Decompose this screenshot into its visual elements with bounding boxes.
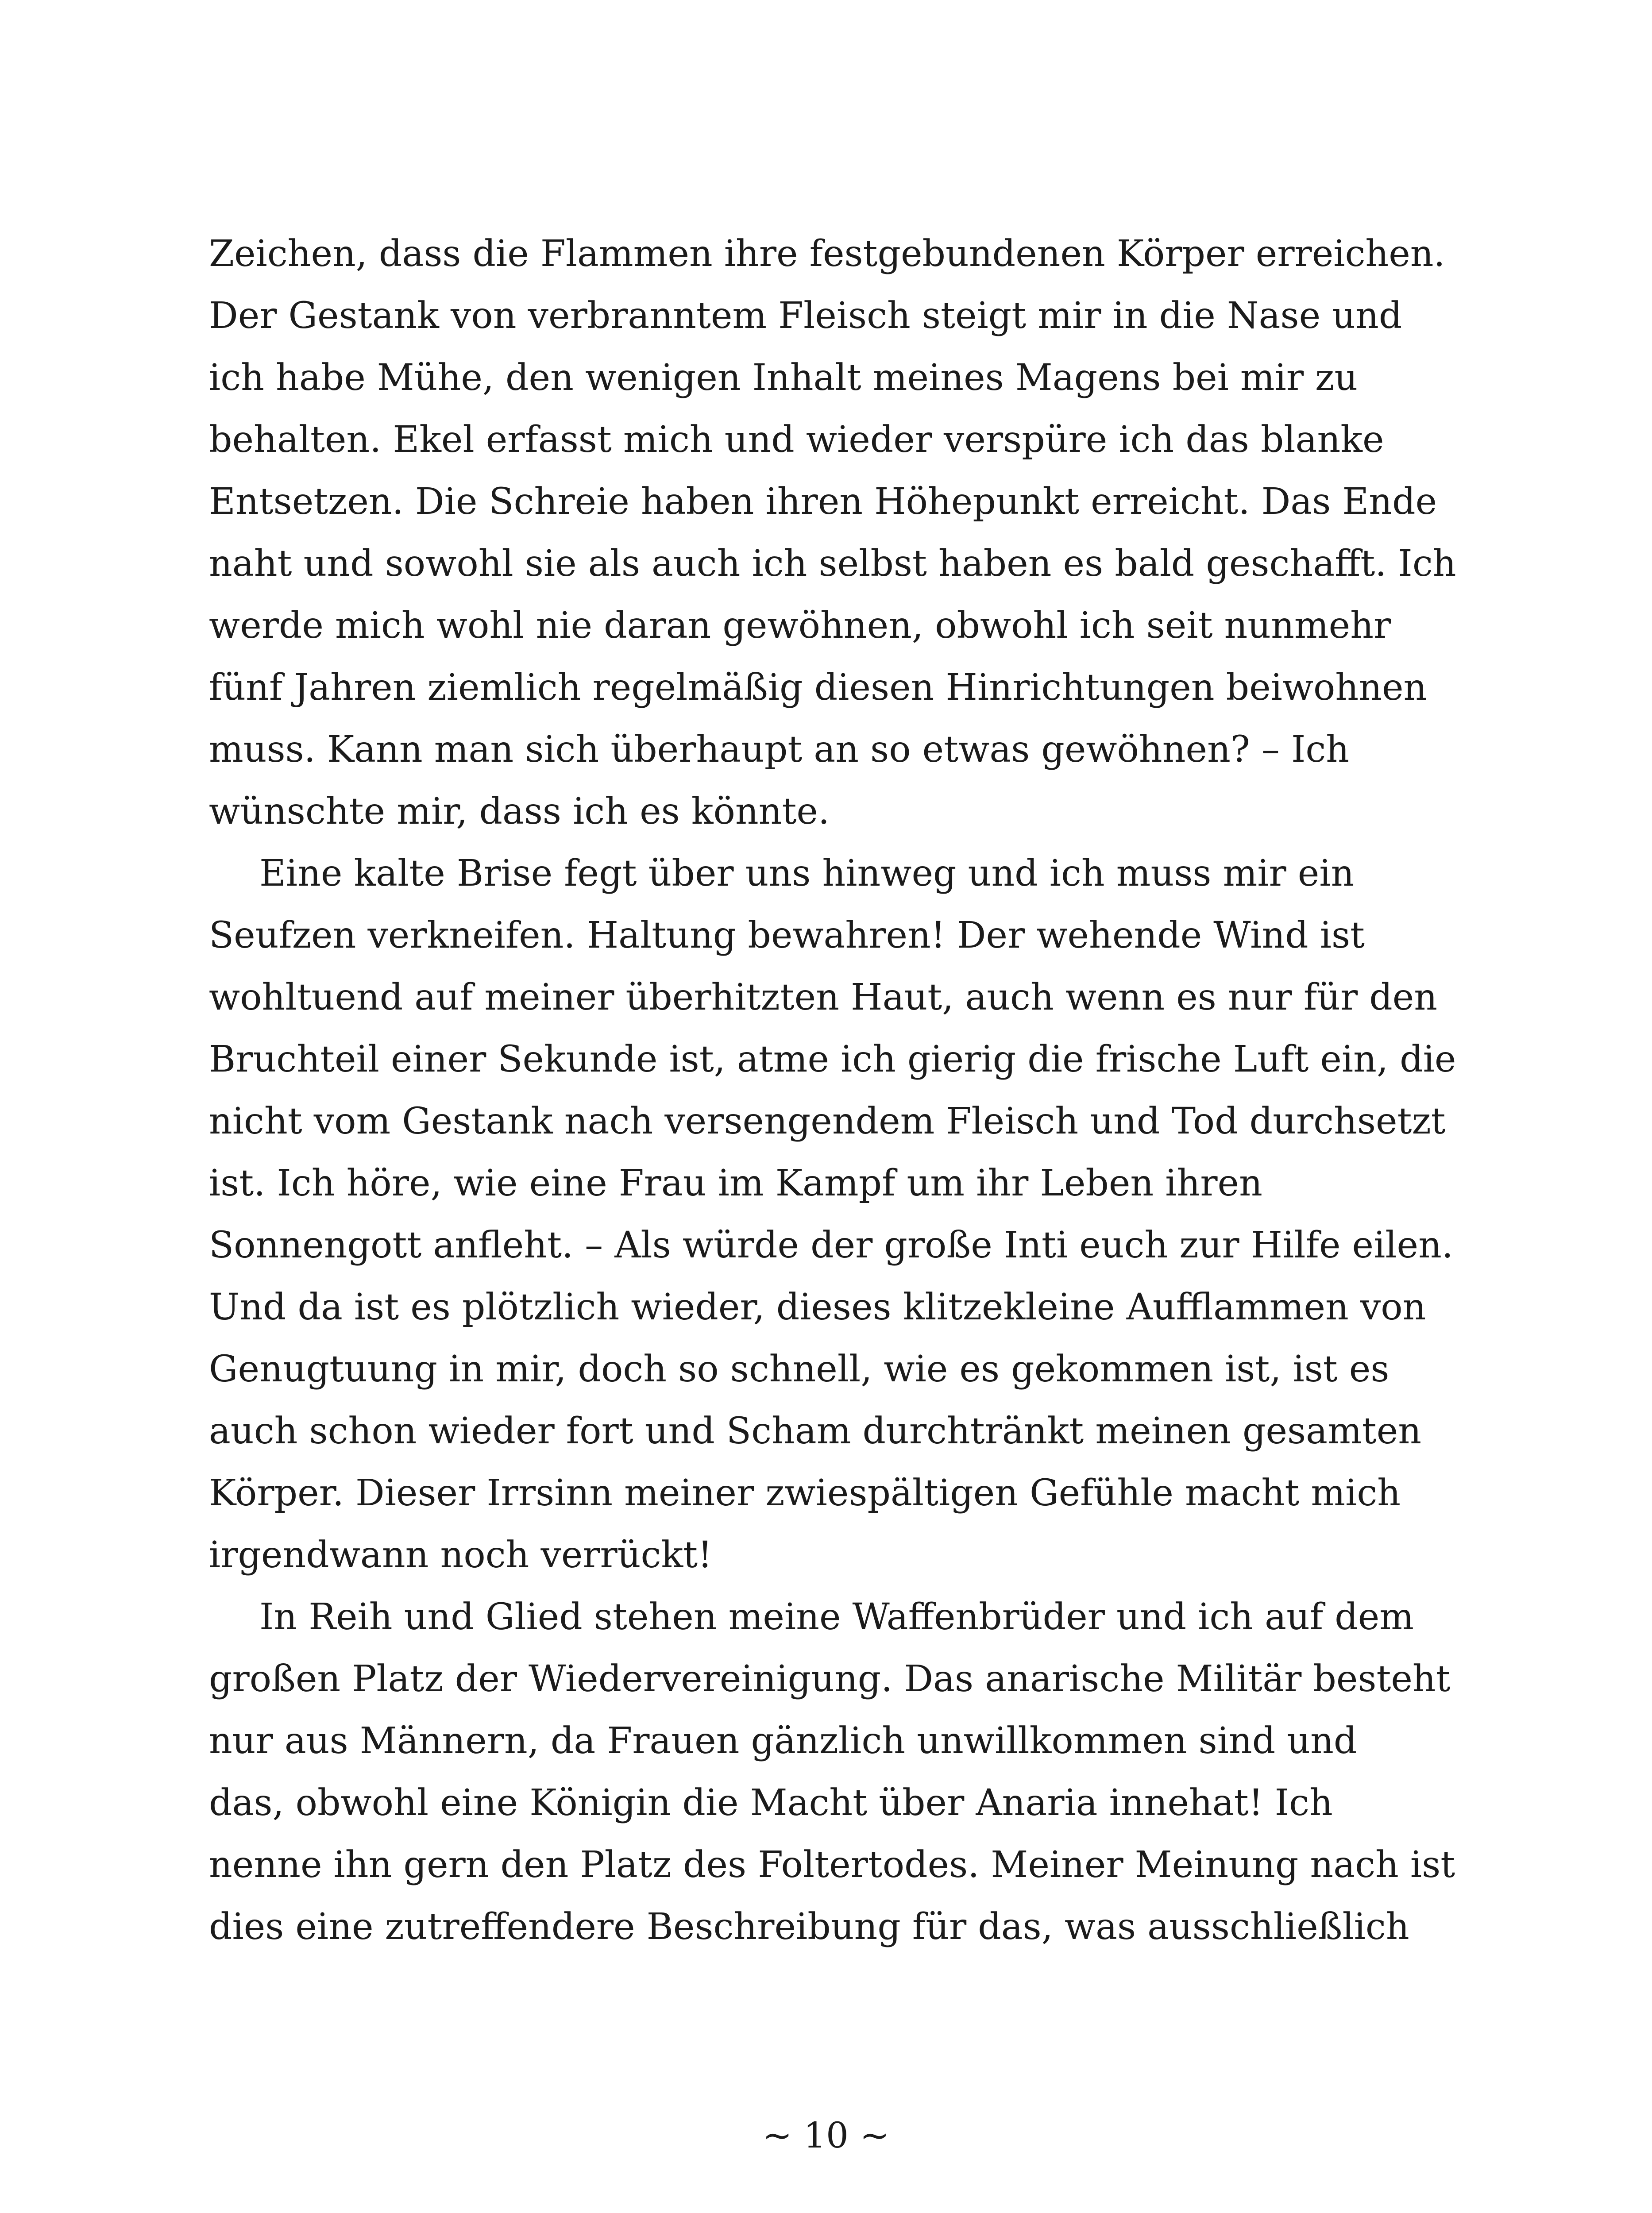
text-line: Sonnengott anfleht. – Als würde der große Inti euch zur Hilfe eilen. bbox=[209, 1224, 1453, 1266]
text-line: muss. Kann man sich überhaupt an so etwas gewöhnen? – Ich bbox=[209, 729, 1350, 771]
text-line: werde mich wohl nie daran gewöhnen, obwohl ich seit nunmehr bbox=[209, 605, 1391, 647]
text-line: fünf Jahren ziemlich regelmäßig diesen Hinrichtungen beiwohnen bbox=[209, 667, 1427, 709]
text-line: nenne ihn gern den Platz des Foltertodes. Meiner Meinung nach ist bbox=[209, 1844, 1455, 1886]
text-line: wohltuend auf meiner überhitzten Haut, auch wenn es nur für den bbox=[209, 976, 1438, 1018]
text-line: nur aus Männern, da Frauen gänzlich unwillkommen sind und bbox=[209, 1720, 1357, 1762]
text-line: Und da ist es plötzlich wieder, dieses klitzekleine Aufflammen von bbox=[209, 1286, 1426, 1328]
text-line: nicht vom Gestank nach versengendem Fleisch und Tod durchsetzt bbox=[209, 1100, 1446, 1142]
text-line: ich habe Mühe, den wenigen Inhalt meines Magens bei mir zu bbox=[209, 357, 1358, 399]
text-line: großen Platz der Wiedervereinigung. Das anarische Militär besteht bbox=[209, 1658, 1451, 1700]
text-line: auch schon wieder fort und Scham durchtränkt meinen gesamten bbox=[209, 1410, 1422, 1452]
text-line: behalten. Ekel erfasst mich und wieder verspüre ich das blanke bbox=[209, 419, 1384, 461]
text-line: das, obwohl eine Königin die Macht über Anaria innehat! Ich bbox=[209, 1782, 1333, 1824]
text-line: Bruchteil einer Sekunde ist, atme ich gierig die frische Luft ein, die bbox=[209, 1038, 1456, 1080]
text-line: Seufzen verkneifen. Haltung bewahren! Der wehende Wind ist bbox=[209, 914, 1365, 956]
text-line: Genugtuung in mir, doch so schnell, wie es gekommen ist, ist es bbox=[209, 1348, 1390, 1390]
body-text bbox=[209, 223, 1462, 1958]
text-line: In Reih und Glied stehen meine Waffenbrüder und ich auf dem bbox=[259, 1596, 1414, 1638]
text-line: Körper. Dieser Irrsinn meiner zwiespältigen Gefühle macht mich bbox=[209, 1472, 1401, 1514]
text-line: ist. Ich höre, wie eine Frau im Kampf um ihr Leben ihren bbox=[209, 1162, 1262, 1204]
page-number: ~ 10 ~ bbox=[762, 2115, 890, 2156]
text-line: Entsetzen. Die Schreie haben ihren Höhepunkt erreicht. Das Ende bbox=[209, 481, 1437, 523]
text-line: Eine kalte Brise fegt über uns hinweg und ich muss mir ein bbox=[259, 852, 1355, 894]
text-line: naht und sowohl sie als auch ich selbst haben es bald geschafft. Ich bbox=[209, 543, 1456, 585]
text-line: wünschte mir, dass ich es könnte. bbox=[209, 790, 830, 833]
text-line: Zeichen, dass die Flammen ihre festgebundenen Körper erreichen. bbox=[209, 233, 1445, 275]
text-line: irgendwann noch verrückt! bbox=[209, 1534, 713, 1576]
text-line: dies eine zutreffendere Beschreibung für das, was ausschließlich bbox=[209, 1906, 1409, 1948]
text-line: Der Gestank von verbranntem Fleisch steigt mir in die Nase und bbox=[209, 295, 1402, 337]
